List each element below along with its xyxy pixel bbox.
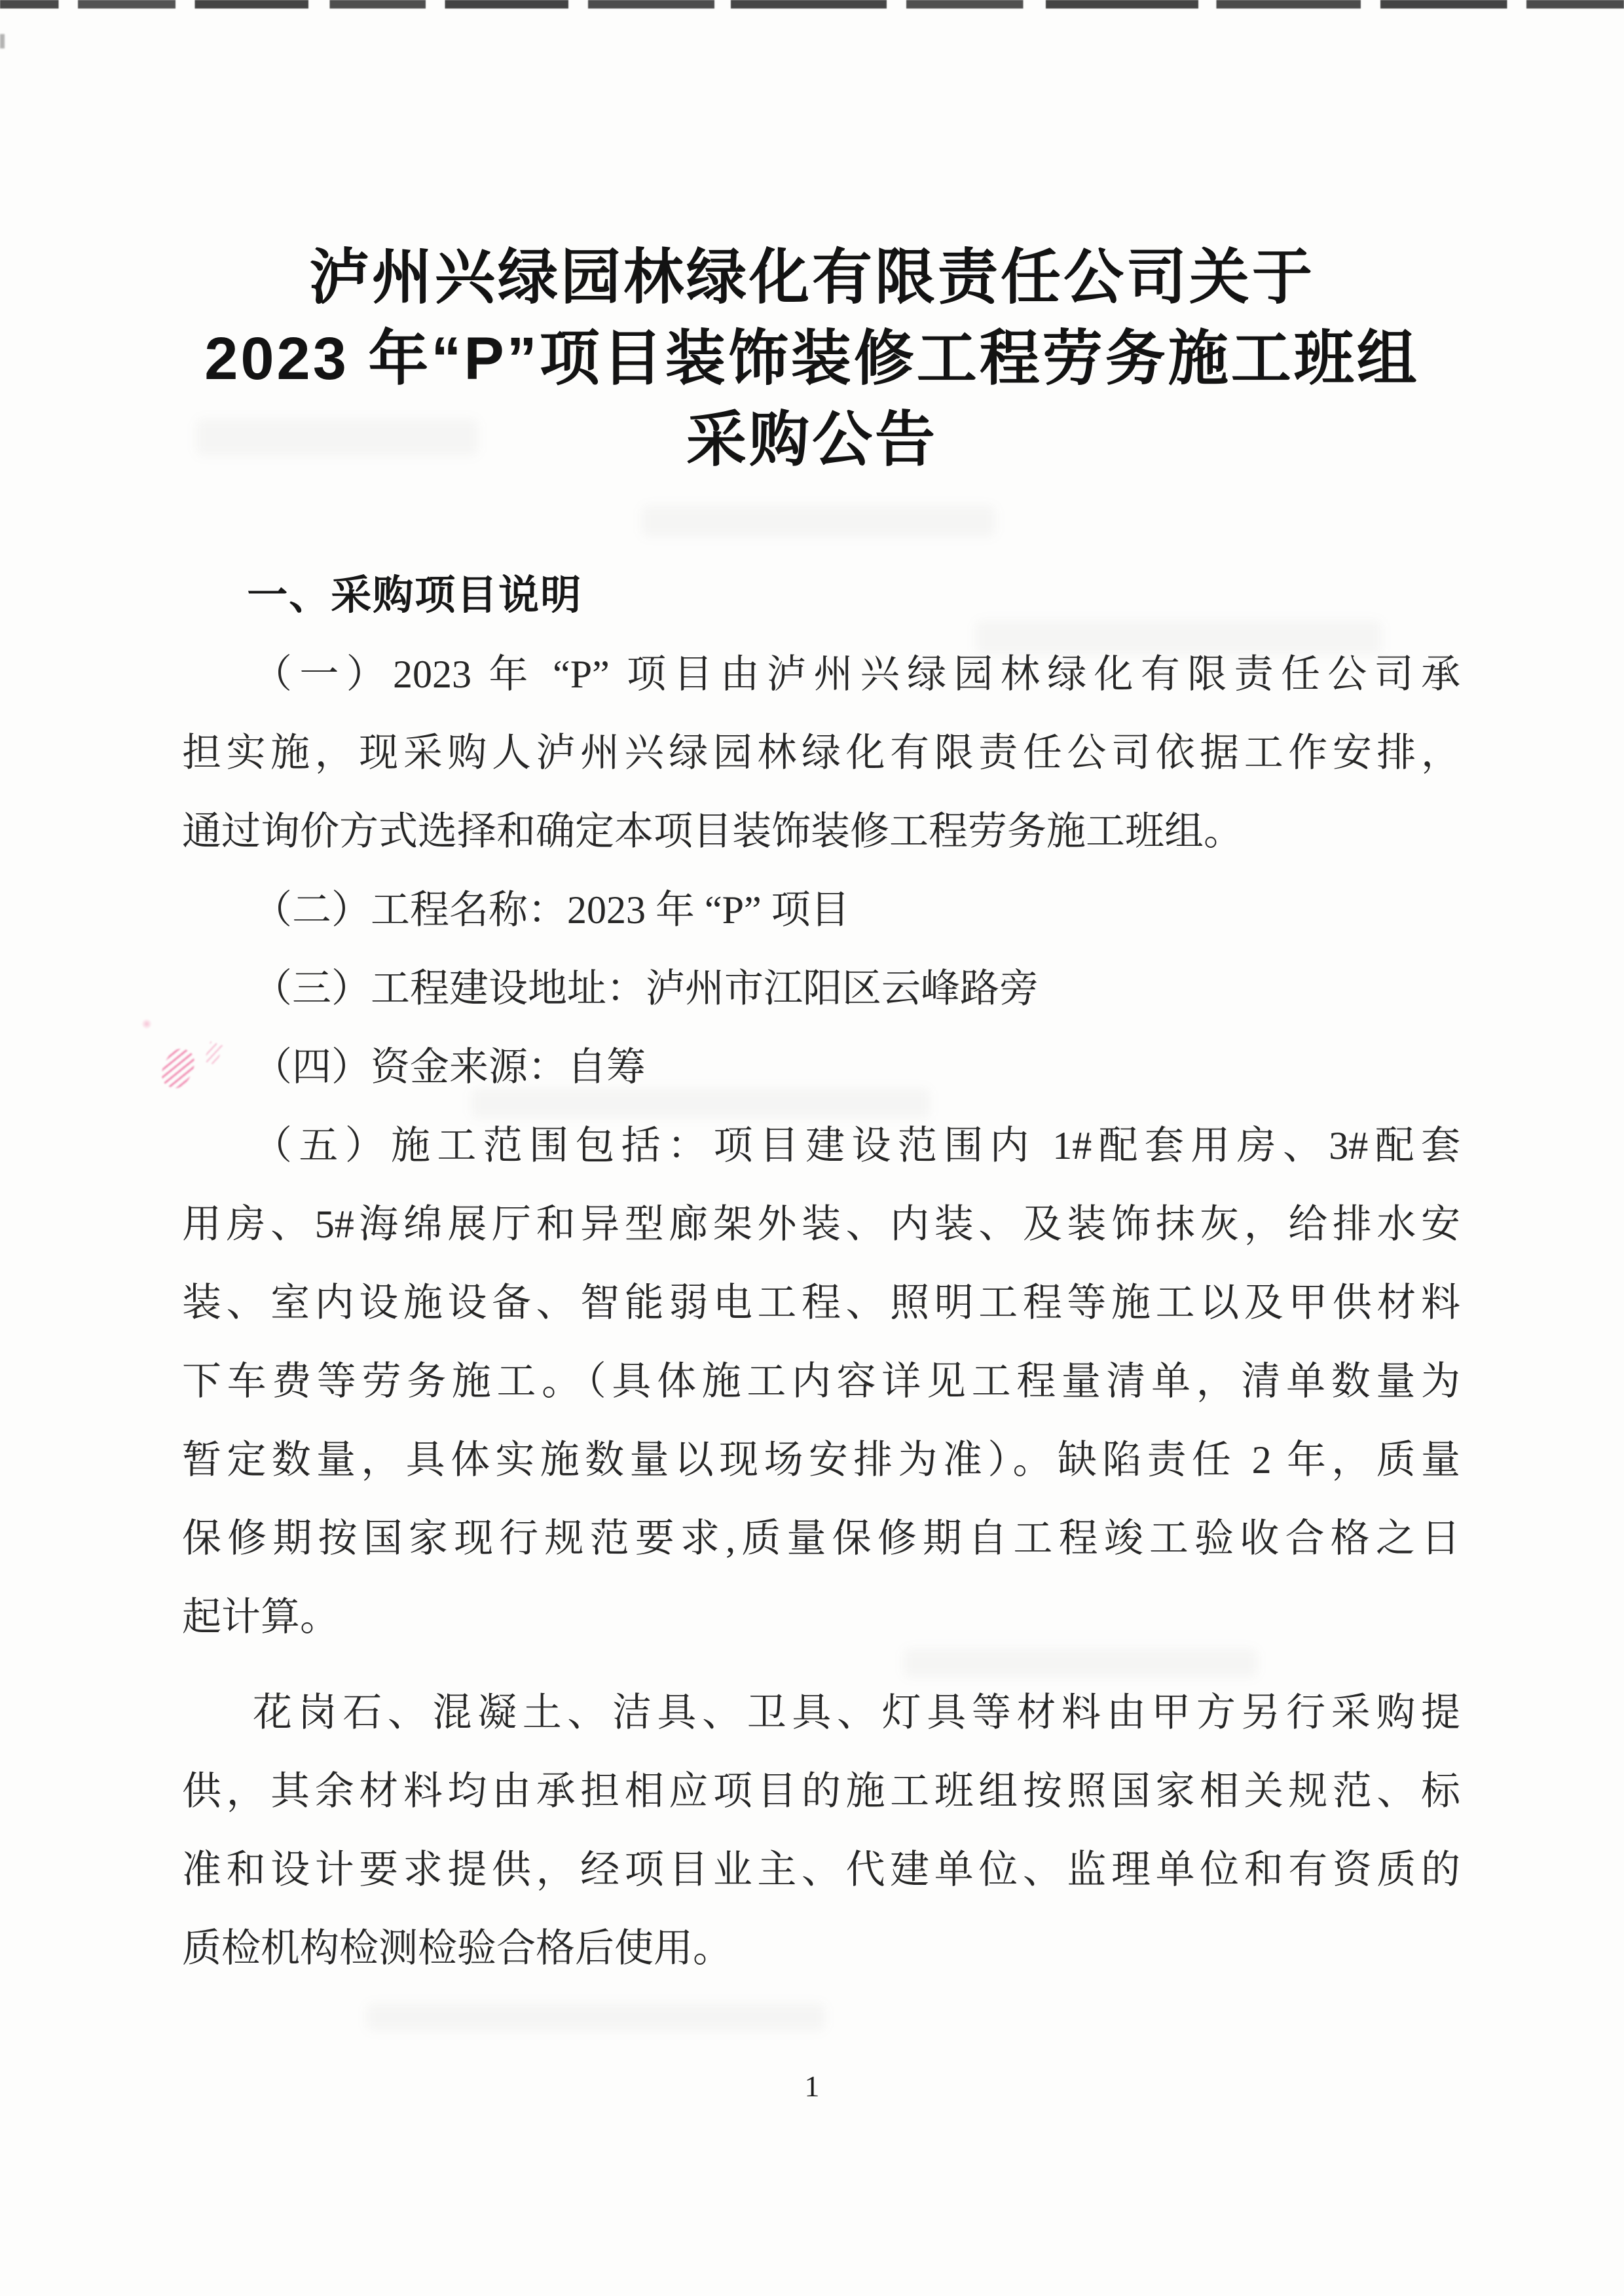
title-line: 泸州兴绿园林绿化有限责任公司关于 bbox=[308, 244, 1315, 311]
scanner-edge-tick-artifact bbox=[0, 34, 5, 48]
text-line: 担实施，现采购人泸州兴绿园林绿化有限责任公司依据工作安排， bbox=[182, 731, 1460, 774]
page-number: 1 bbox=[804, 2069, 820, 2103]
text-line: （四）资金来源：自筹 bbox=[253, 1046, 646, 1089]
text-line: 暂定数量，具体实施数量以现场安排为准）。缺陷责任 2 年，质量 bbox=[182, 1438, 1460, 1482]
text-line: 保修期按国家现行规范要求,质量保修期自工程竣工验收合格之日 bbox=[182, 1517, 1460, 1560]
text-line: 通过询价方式选择和确定本项目装饰装修工程劳务施工班组。 bbox=[182, 810, 1243, 853]
document-title bbox=[0, 237, 1624, 481]
title-line: 2023 年“P”项目装饰装修工程劳务施工班组 bbox=[204, 325, 1420, 392]
text-line: 装、室内设施设备、智能弱电工程、照明工程等施工以及甲供材料 bbox=[182, 1281, 1460, 1324]
bleed-through-artifact bbox=[642, 505, 995, 537]
text-line: 下车费等劳务施工。（具体施工内容详见工程量清单，清单数量为 bbox=[182, 1360, 1460, 1403]
document-body bbox=[182, 556, 1460, 1988]
text-line: 起计算。 bbox=[182, 1595, 339, 1639]
text-line: （一）2023 年 “P” 项目由泸州兴绿园林绿化有限责任公司承 bbox=[253, 653, 1460, 696]
text-line: （五）施工范围包括：项目建设范围内 1#配套用房、3#配套 bbox=[253, 1124, 1460, 1167]
paragraph-item-4 bbox=[182, 1028, 1460, 1106]
pink-pencil-smudge bbox=[141, 1019, 152, 1029]
text-line: （二）工程名称：2023 年 “P” 项目 bbox=[253, 888, 850, 932]
paragraph-item-3 bbox=[182, 949, 1460, 1028]
text-line: 供，其余材料均由承担相应项目的施工班组按照国家相关规范、标 bbox=[182, 1770, 1460, 1813]
paragraph-item-5 bbox=[182, 1106, 1460, 1656]
paragraph-list bbox=[182, 635, 1460, 1988]
scanner-edge-artifact bbox=[0, 0, 1624, 9]
text-line: 花岗石、混凝土、洁具、卫具、灯具等材料由甲方另行采购提 bbox=[253, 1691, 1460, 1734]
paragraph-materials bbox=[182, 1673, 1460, 1988]
text-line: 准和设计要求提供，经项目业主、代建单位、监理单位和有资质的 bbox=[182, 1848, 1460, 1891]
section-heading: 一、采购项目说明 bbox=[247, 573, 583, 618]
text-line: 质检机构检测检验合格后使用。 bbox=[182, 1927, 732, 1970]
bleed-through-artifact bbox=[367, 2003, 825, 2031]
paragraph-item-1 bbox=[182, 635, 1460, 871]
text-line: （三）工程建设地址：泸州市江阳区云峰路旁 bbox=[253, 967, 1039, 1010]
paragraph-item-2 bbox=[182, 871, 1460, 949]
title-line: 采购公告 bbox=[686, 407, 938, 473]
text-line: 用房、5#海绵展厅和异型廊架外装、内装、及装饰抹灰，给排水安 bbox=[182, 1203, 1460, 1246]
